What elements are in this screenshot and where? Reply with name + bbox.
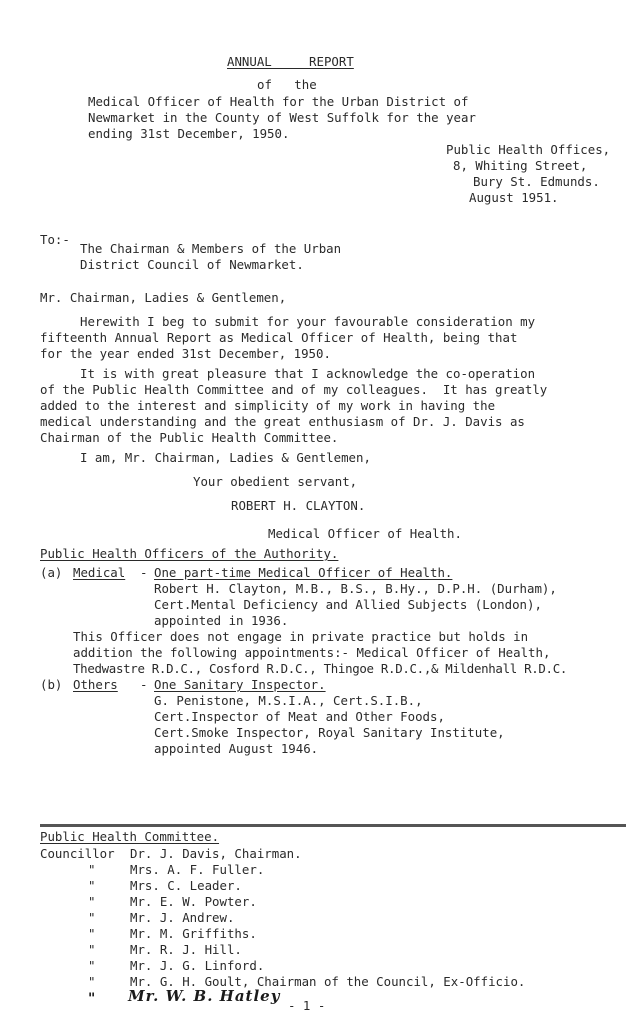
report-subtitle-line-3: ending 31st December, 1950. (88, 126, 290, 141)
para2-line-5: Chairman of the Public Health Committee. (40, 430, 339, 445)
signatory-name: ROBERT H. CLAYTON. (231, 498, 366, 513)
officer-b-line-1: G. Penistone, M.S.I.A., Cert.S.I.B., (154, 693, 423, 708)
para2-line-1: It is with great pleasure that I acknowledge the co-operation (80, 366, 536, 381)
addressee-line-1: The Chairman & Members of the Urban (80, 241, 342, 256)
committee-ditto: " (88, 958, 96, 973)
committee-member: Mr. J. G. Linford. (130, 958, 265, 973)
handwritten-member-entry: Mr. W. B. Hatley (128, 987, 281, 1005)
officer-a-dash: - (140, 565, 148, 580)
officer-a-label: (a) (40, 565, 63, 580)
address-line-1: Public Health Offices, (446, 142, 611, 157)
closing-line: I am, Mr. Chairman, Ladies & Gentlemen, (80, 450, 371, 465)
committee-heading: Public Health Committee. (40, 829, 220, 844)
committee-ditto: " (88, 974, 96, 989)
officer-b-line-2: Cert.Inspector of Meat and Other Foods, (154, 709, 445, 724)
committee-member: Mrs. A. F. Fuller. (130, 862, 265, 877)
report-title-of-the: of the (257, 77, 317, 92)
to-label: To:- (40, 232, 70, 247)
officer-a-title: One part-time Medical Officer of Health. (154, 565, 453, 580)
addressee-line-2: District Council of Newmarket. (80, 257, 304, 272)
committee-member: Mr. J. Andrew. (130, 910, 235, 925)
committee-member: Dr. J. Davis, Chairman. (130, 846, 302, 861)
address-date: August 1951. (469, 190, 559, 205)
closing-servant: Your obedient servant, (193, 474, 358, 489)
para2-line-4: medical understanding and the great enthusiasm of Dr. J. Davis as (40, 414, 525, 429)
committee-role-councillor: Councillor (40, 846, 115, 861)
section-divider (40, 824, 626, 827)
officer-b-label: (b) (40, 677, 63, 692)
committee-ditto: " (88, 878, 96, 893)
committee-ditto: " (88, 926, 96, 941)
committee-member: Mr. E. W. Powter. (130, 894, 257, 909)
officer-b-line-4: appointed August 1946. (154, 741, 319, 756)
committee-ditto: " (88, 862, 96, 877)
officer-b-dash: - (140, 677, 148, 692)
page-number: - 1 - (288, 998, 326, 1013)
report-subtitle-line-2: Newmarket in the County of West Suffolk for the year (88, 110, 476, 125)
committee-ditto: " (88, 894, 96, 909)
committee-ditto: " (88, 910, 96, 925)
para1-line-3: for the year ended 31st December, 1950. (40, 346, 331, 361)
address-line-2: 8, Whiting Street, (453, 158, 588, 173)
officer-a-note-3: Thedwastre R.D.C., Cosford R.D.C., Thingoe R.D.C.,& Mildenhall R.D.C. (73, 661, 568, 676)
officer-b-category: Others (73, 677, 118, 692)
officer-a-line-1: Robert H. Clayton, M.B., B.S., B.Hy., D.P.H. (Durham), (154, 581, 557, 596)
committee-member: Mr. M. Griffiths. (130, 926, 257, 941)
committee-member: Mr. G. H. Goult, Chairman of the Council, Ex-Officio. (130, 974, 526, 989)
officer-a-line-2: Cert.Mental Deficiency and Allied Subjects (London), (154, 597, 542, 612)
para1-line-1: Herewith I beg to submit for your favourable consideration my (80, 314, 536, 329)
officer-a-note-2: addition the following appointments:- Medical Officer of Health, (73, 645, 551, 660)
address-line-3: Bury St. Edmunds. (473, 174, 600, 189)
report-subtitle-line-1: Medical Officer of Health for the Urban District of (88, 94, 469, 109)
officer-a-note-1: This Officer does not engage in private practice but holds in (73, 629, 529, 644)
committee-ditto: " (88, 942, 96, 957)
report-title: ANNUAL REPORT (227, 54, 354, 69)
officer-b-line-3: Cert.Smoke Inspector, Royal Sanitary Institute, (154, 725, 505, 740)
officers-heading: Public Health Officers of the Authority. (40, 546, 339, 561)
salutation: Mr. Chairman, Ladies & Gentlemen, (40, 290, 287, 305)
para2-line-3: added to the interest and simplicity of my work in having the (40, 398, 496, 413)
para2-line-2: of the Public Health Committee and of my colleagues. It has greatly (40, 382, 548, 397)
committee-member: Mr. R. J. Hill. (130, 942, 242, 957)
handwritten-ditto: " (88, 991, 96, 1007)
committee-member: Mrs. C. Leader. (130, 878, 242, 893)
officer-a-line-3: appointed in 1936. (154, 613, 289, 628)
officer-a-category: Medical (73, 565, 126, 580)
para1-line-2: fifteenth Annual Report as Medical Officer of Health, being that (40, 330, 518, 345)
signatory-role: Medical Officer of Health. (268, 526, 462, 541)
officer-b-title: One Sanitary Inspector. (154, 677, 326, 692)
